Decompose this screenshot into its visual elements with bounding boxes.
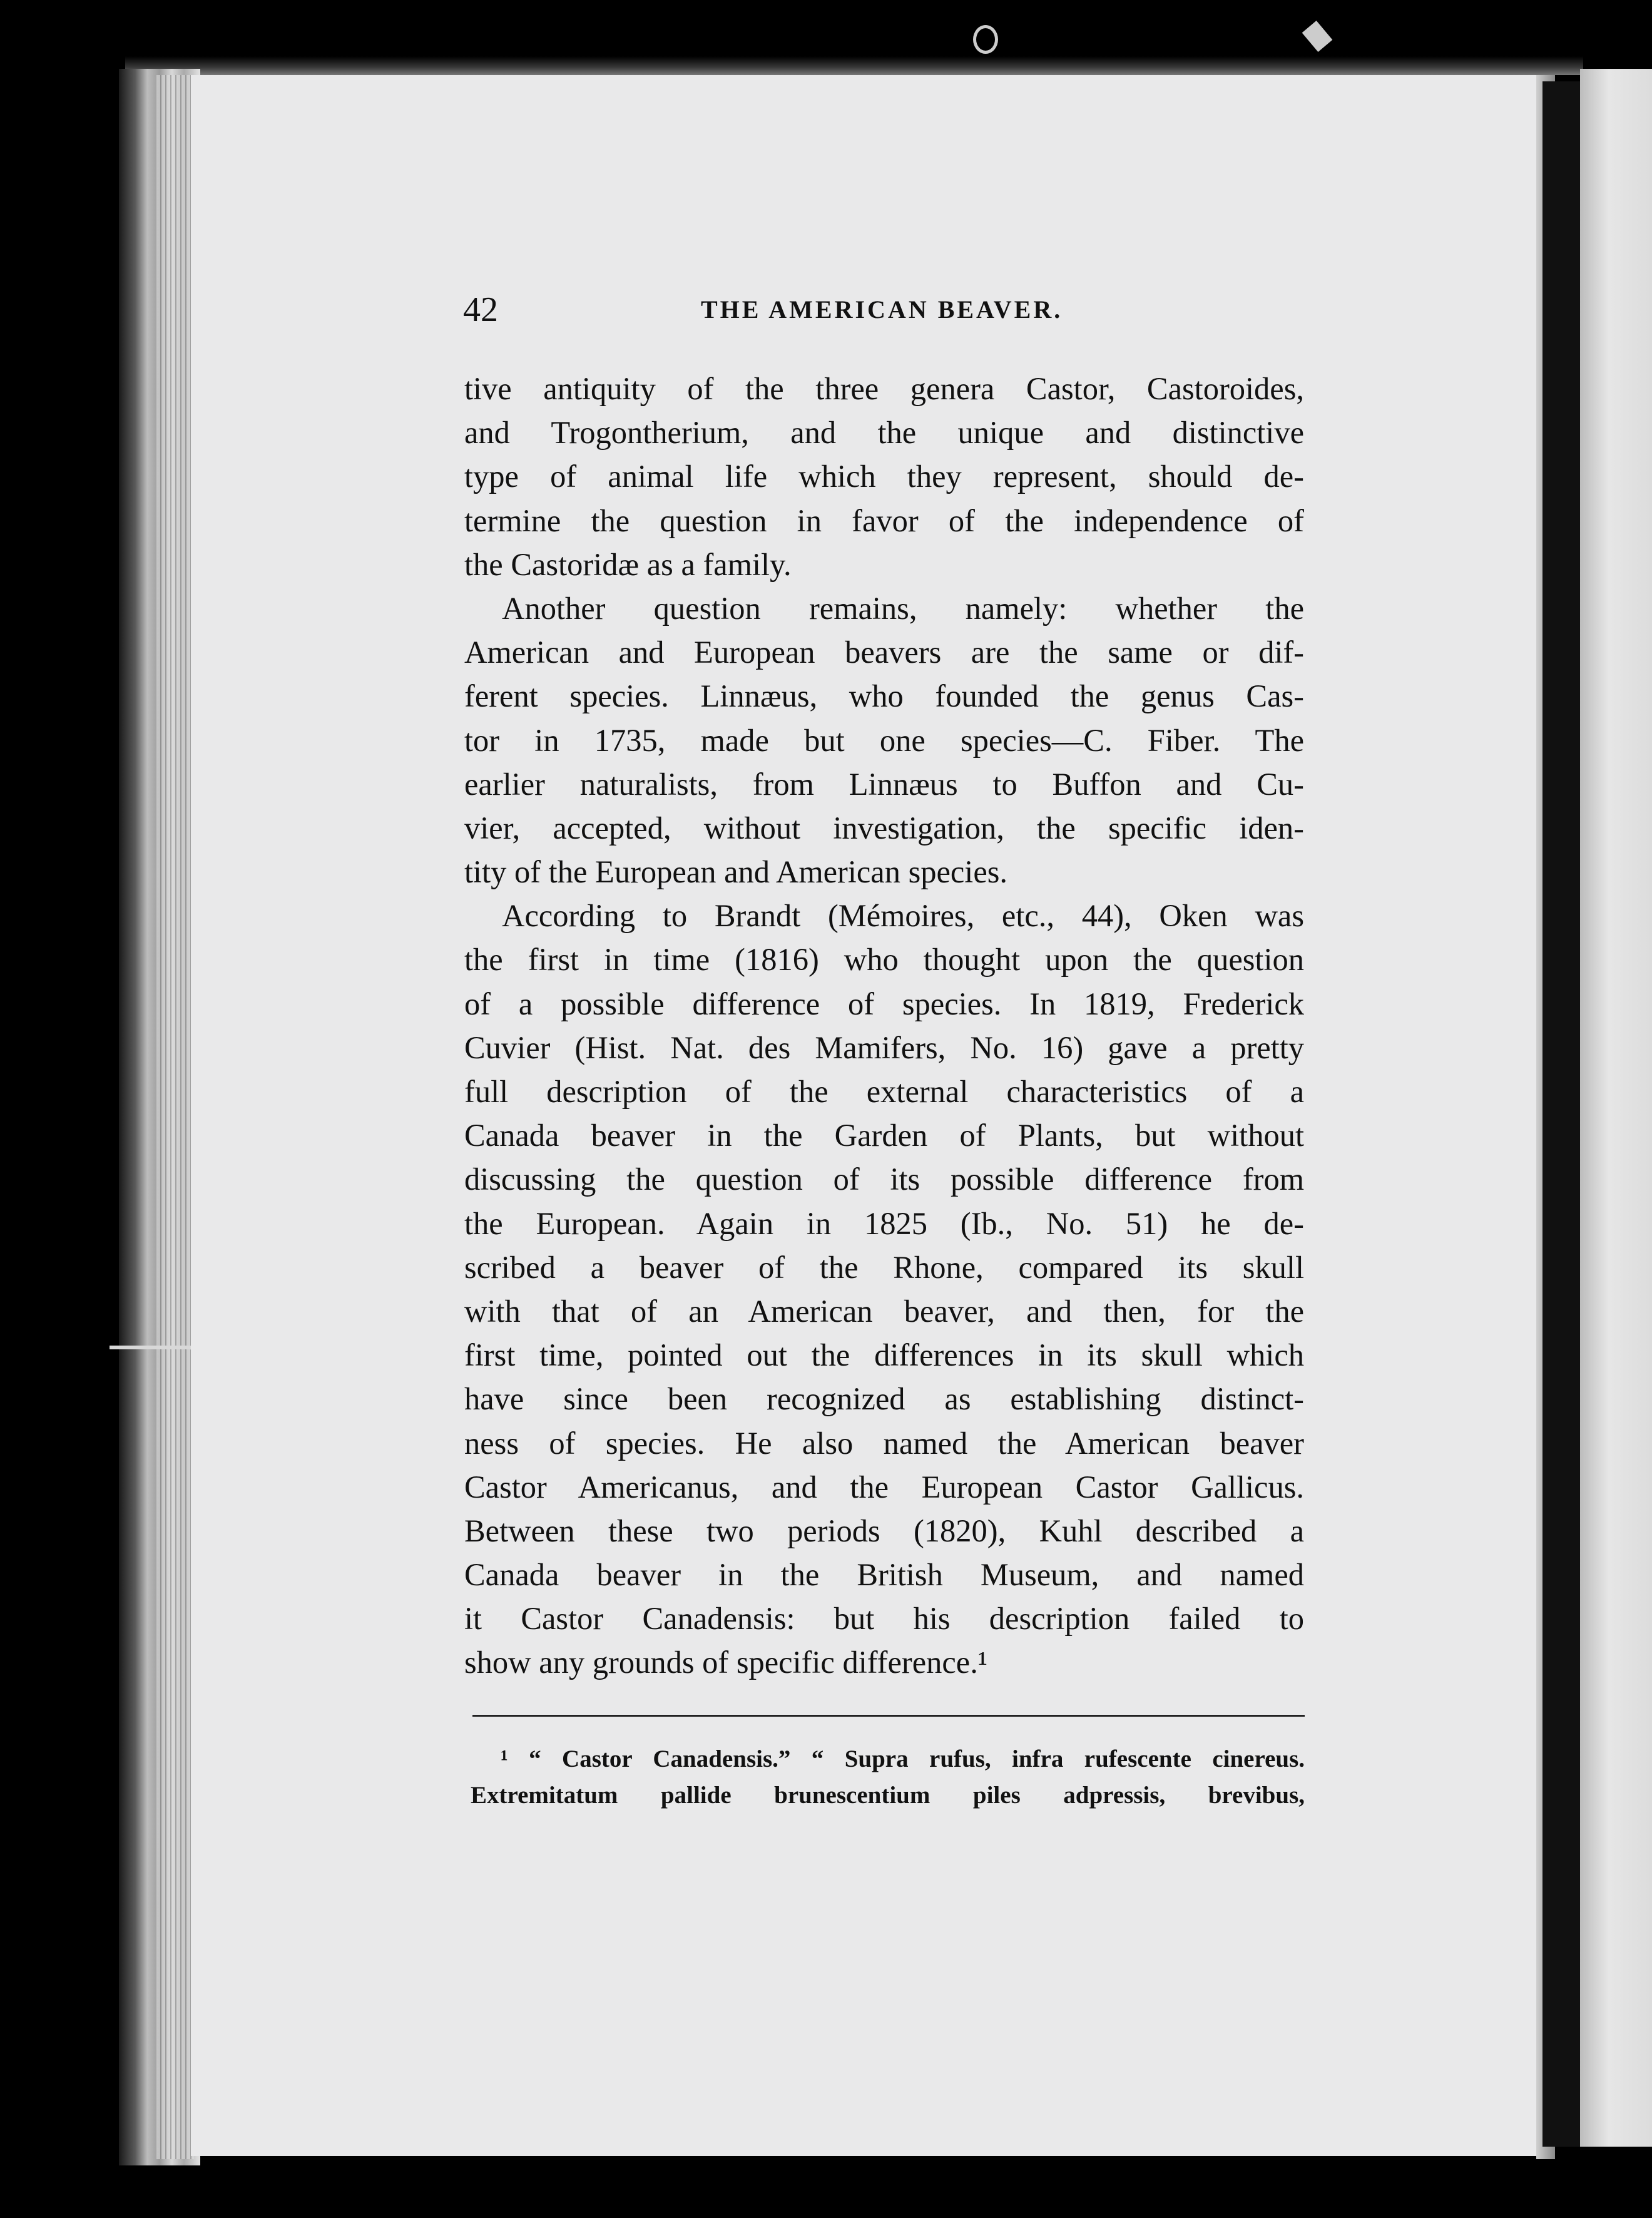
footnote bbox=[471, 1741, 1305, 1814]
text-line: vier, accepted, without investigation, the specific iden- bbox=[464, 810, 1304, 846]
text-line: discussing the question of its possible difference from bbox=[464, 1162, 1304, 1197]
text-line: of a possible difference of species. In 1819, Frederick bbox=[464, 986, 1304, 1021]
running-head: THE AMERICAN BEAVER. bbox=[701, 295, 1063, 324]
text-line: American and European beavers are the same or dif- bbox=[464, 635, 1304, 670]
text-line: Between these two periods (1820), Kuhl described a bbox=[464, 1513, 1304, 1548]
page-stack bbox=[156, 75, 194, 2159]
text-line: earlier naturalists, from Linnæus to Buffon and Cu- bbox=[464, 766, 1304, 802]
text-line: the Castoridæ as a family. bbox=[464, 546, 792, 582]
page-header bbox=[463, 285, 1302, 335]
text-line: Another question remains, namely: whether the bbox=[502, 590, 1304, 626]
text-line: type of animal life which they represent, should de- bbox=[464, 459, 1304, 494]
text-line: Canada beaver in the British Museum, and named bbox=[464, 1557, 1304, 1593]
text-line: termine the question in favor of the independence of bbox=[464, 503, 1304, 538]
body-text bbox=[464, 367, 1304, 1685]
text-line: Castor Americanus, and the European Castor Gallicus. bbox=[464, 1469, 1304, 1505]
text-line: the European. Again in 1825 (Ib., No. 51) he de- bbox=[464, 1205, 1304, 1241]
book-binding bbox=[1542, 81, 1580, 2147]
footnote-rule bbox=[472, 1715, 1305, 1717]
text-line: tor in 1735, made but one species—C. Fiber. The bbox=[464, 722, 1304, 758]
text-line: ferent species. Linnæus, who founded the genus Cas- bbox=[464, 678, 1304, 714]
text-line: tive antiquity of the three genera Castor, Castoroides, bbox=[464, 371, 1304, 406]
text-line: According to Brandt (Mémoires, etc., 44), Oken was bbox=[502, 898, 1304, 934]
footnote-line: ¹ “ Castor Canadensis.” “ Supra rufus, infra rufescente cinereus. bbox=[501, 1745, 1305, 1772]
scan-artifact-mark bbox=[973, 25, 998, 54]
text-line: with that of an American beaver, and then, for the bbox=[464, 1293, 1304, 1329]
text-line: ness of species. He also named the American beaver bbox=[464, 1425, 1304, 1461]
footnote-line: Extremitatum pallide brunescentium piles adpressis, brevibus, bbox=[471, 1782, 1305, 1809]
text-line: scribed a beaver of the Rhone, compared its skull bbox=[464, 1249, 1304, 1285]
scan-artifact-mark bbox=[1302, 21, 1333, 52]
text-line: have since been recognized as establishing distinct- bbox=[464, 1381, 1304, 1417]
text-line: the first in time (1816) who thought upon the question bbox=[464, 942, 1304, 978]
text-line: Canada beaver in the Garden of Plants, but without bbox=[464, 1118, 1304, 1153]
text-line: full description of the external characteristics of a bbox=[464, 1074, 1304, 1109]
book-top-edge bbox=[125, 56, 1583, 75]
facing-page-edge bbox=[1580, 69, 1652, 2147]
text-line: tity of the European and American species. bbox=[464, 854, 1008, 890]
text-line: and Trogontherium, and the unique and distinctive bbox=[464, 415, 1304, 451]
text-line: show any grounds of specific difference.¹ bbox=[464, 1645, 987, 1680]
text-line: it Castor Canadensis: but his description failed to bbox=[464, 1601, 1304, 1637]
page-number: 42 bbox=[463, 290, 498, 329]
text-line: first time, pointed out the differences in its skull which bbox=[464, 1337, 1304, 1373]
text-line: Cuvier (Hist. Nat. des Mamifers, No. 16) gave a pretty bbox=[464, 1030, 1304, 1065]
